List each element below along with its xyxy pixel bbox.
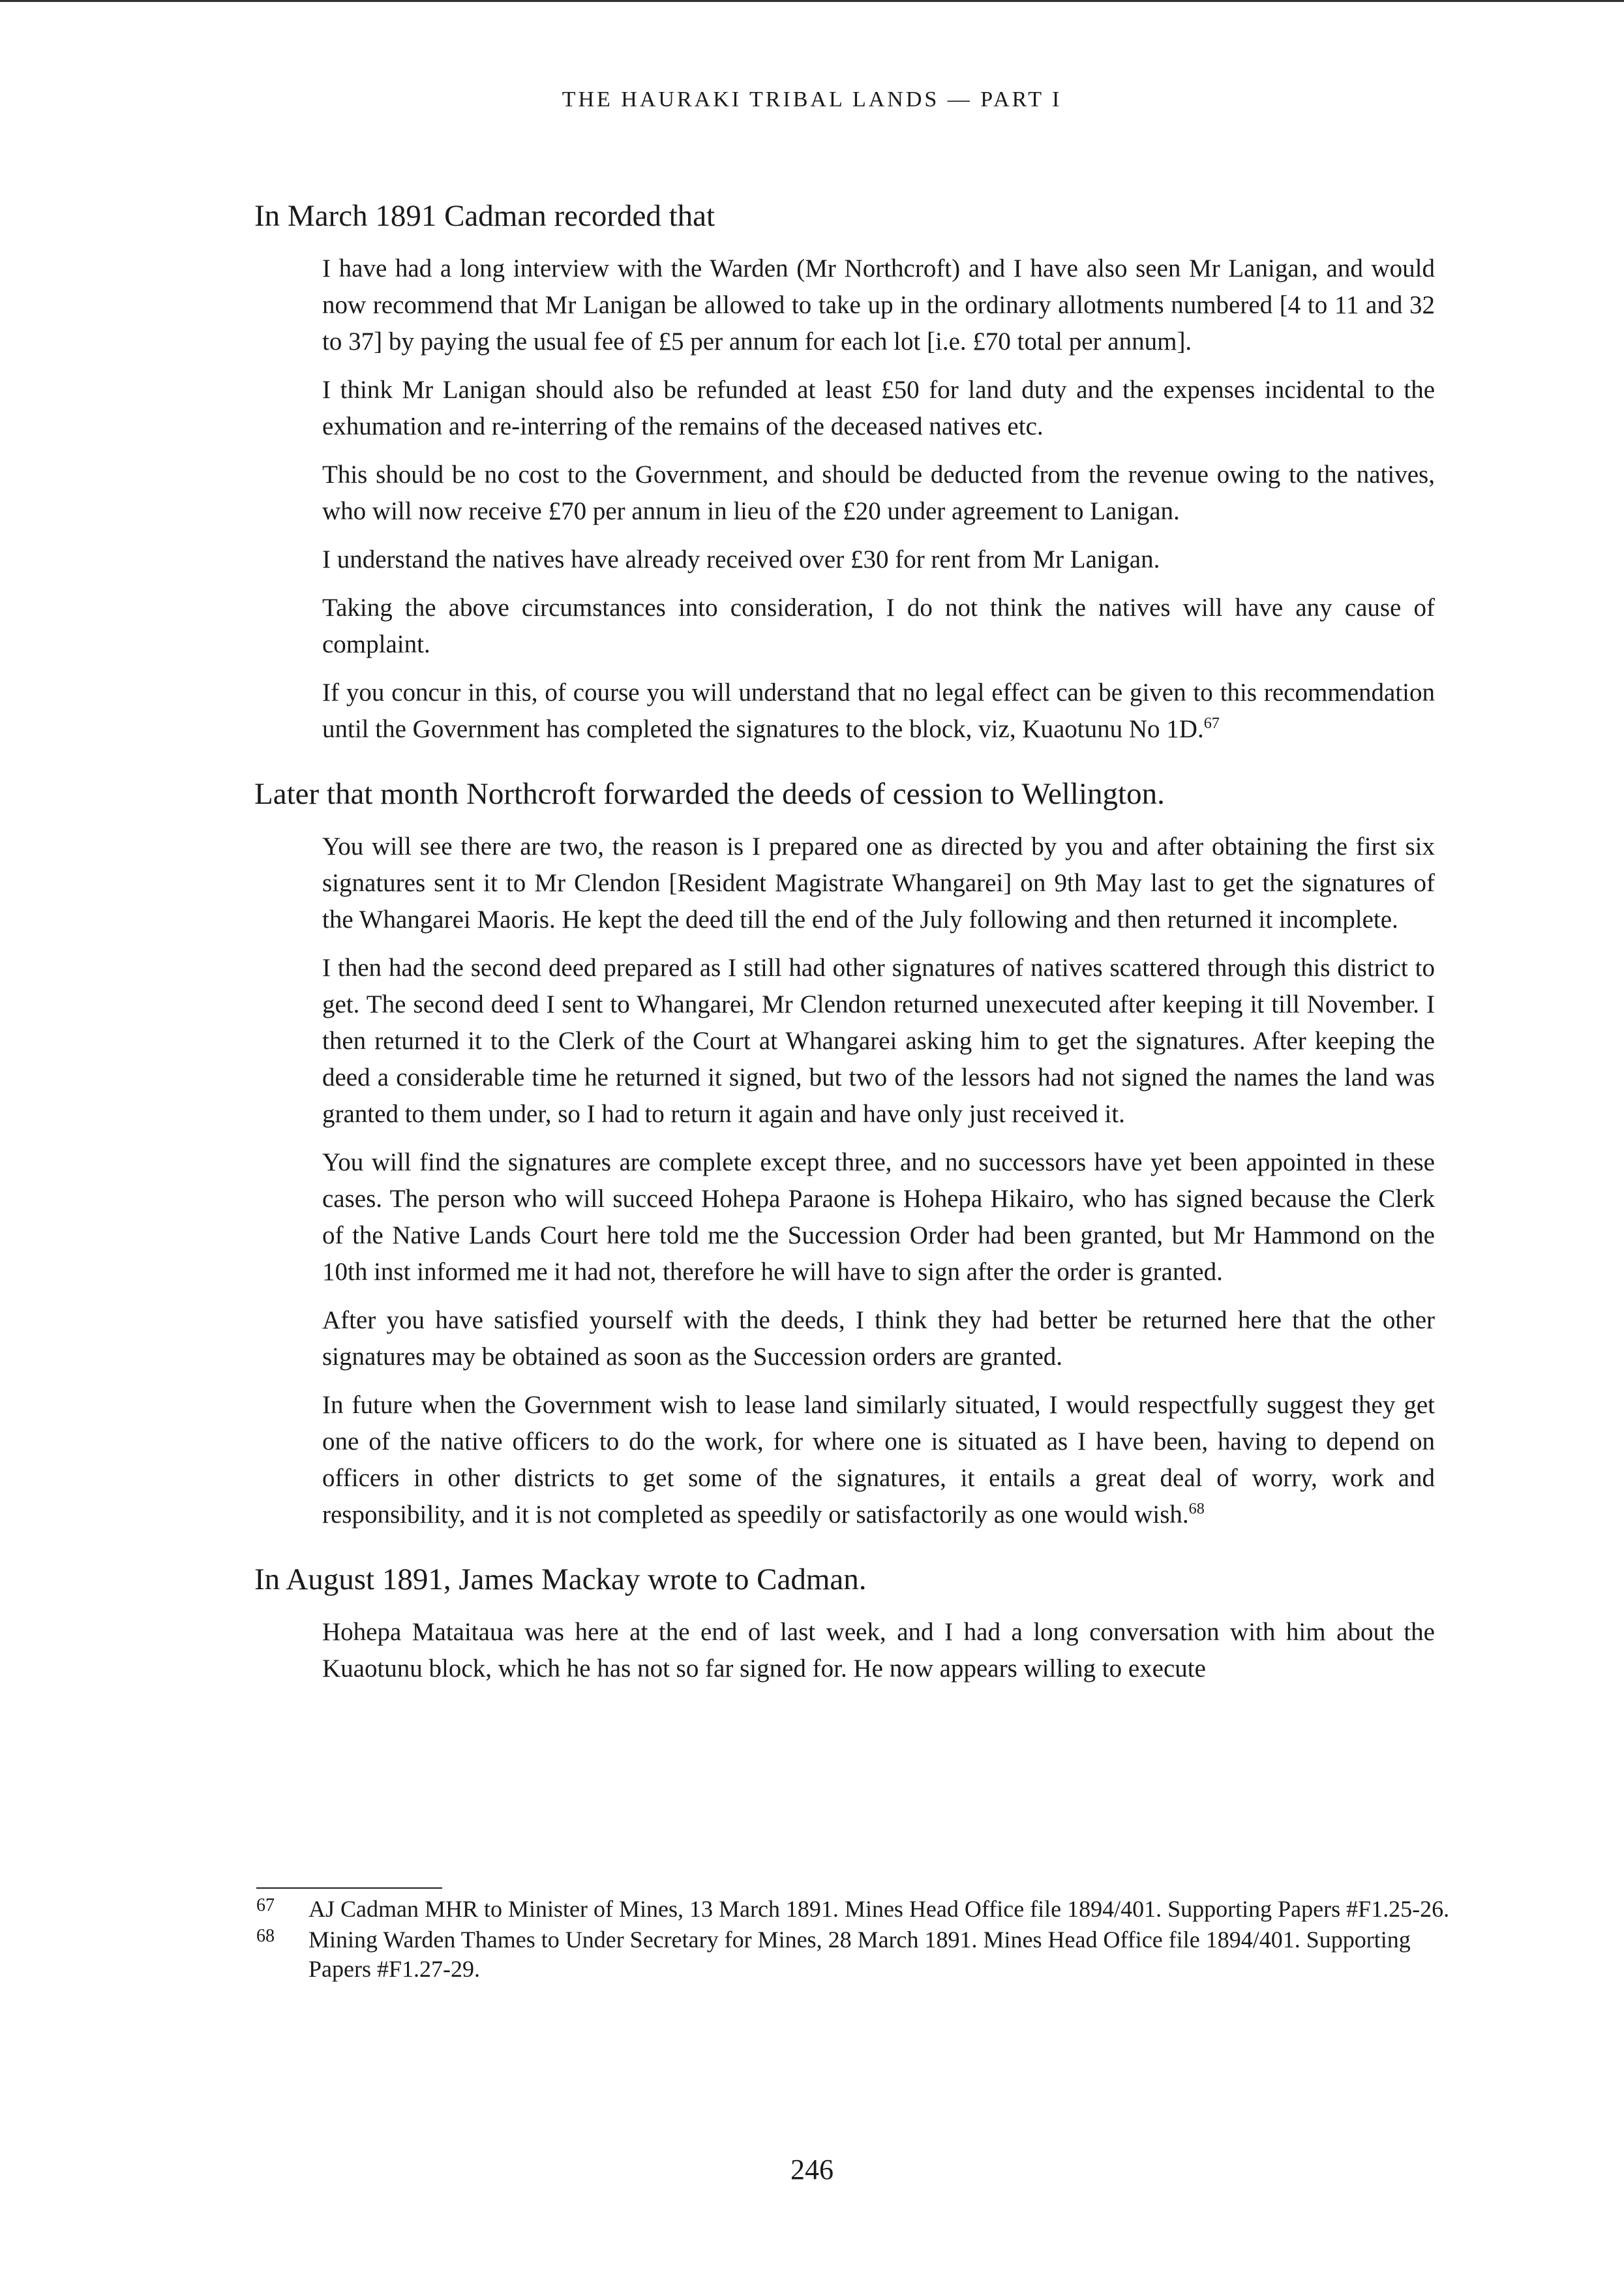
- footnote-reference[interactable]: 68: [1188, 1500, 1205, 1517]
- block-quote: [254, 829, 1435, 1533]
- footnote-item: [256, 1895, 1450, 1924]
- footnote-number: 67: [256, 1895, 275, 1915]
- page-number: 246: [790, 2154, 834, 2186]
- quote-paragraph: You will find the signatures are complete except three, and no successors have yet been appointed in these cases. The person who will succeed Hohepa Paraone is Hohepa Hikairo, who has signed because the Clerk of the Native Lands Court here told me the Succession Order had been granted, but Mr Hammond on the 10th inst informed me it had not, therefore he will have to sign after the order is granted.: [322, 1148, 1435, 1286]
- quote-paragraph: You will see there are two, the reason is I prepared one as directed by you and after obtaining the first six signatures sent it to Mr Clendon [Resident Magistrate Whangarei] on 9th May last to get the signatures of the Whangarei Maoris. He kept the deed till the end of the July following and then returned it incomplete.: [322, 832, 1435, 934]
- quote-paragraph: I have had a long interview with the Warden (Mr Northcroft) and I have also seen Mr Lanigan, and would now recommend that Mr Lanigan be allowed to take up in the ordinary allotments numbered [4 to 11 and 32 to 37] by paying the usual fee of £5 per annum for each lot [i.e. £70 total per annum].: [322, 254, 1435, 356]
- quote-paragraph: Hohepa Mataitaua was here at the end of last week, and I had a long conversation with him about the Kuaotunu block, which he has not so far signed for. He now appears willing to execute: [322, 1618, 1435, 1683]
- footnote-separator: [256, 1887, 442, 1889]
- quote-paragraph: In future when the Government wish to lease land similarly situated, I would respectfully suggest they get one of the native officers to do the work, for where one is situated as I have been, having to depend on officers in other districts to get some of the signatures, it entails a great deal of worry, work and responsibility, and it is not completed as speedily or satisfactorily as one would wish.$^{68}$: [322, 1391, 1435, 1529]
- quote-paragraph: I think Mr Lanigan should also be refunded at least £50 for land duty and the expenses incidental to the exhumation and re-interring of the remains of the deceased natives etc.: [322, 376, 1435, 440]
- footnote-item: [256, 1925, 1450, 1984]
- block-quote: [254, 251, 1435, 748]
- section-lead: Later that month Northcroft forwarded the deeds of cession to Wellington.: [254, 777, 1165, 811]
- section-lead: In August 1891, James Mackay wrote to Cadman.: [254, 1562, 867, 1596]
- quote-paragraph: I then had the second deed prepared as I still had other signatures of natives scattered through this district to get. The second deed I sent to Whangarei, Mr Clendon returned unexecuted after keeping it till November. I then returned it to the Clerk of the Court at Whangarei asking him to get the signatures. After keeping the deed a considerable time he returned it signed, but two of the lessors had not signed the names the land was granted to them under, so I had to return it again and have only just received it.: [322, 954, 1435, 1128]
- block-quote: [254, 1614, 1435, 1687]
- body-text: [254, 196, 1435, 1713]
- quote-paragraph: After you have satisfied yourself with the deeds, I think they had better be returned here that the other signatures may be obtained as soon as the Succession orders are granted.: [322, 1306, 1435, 1371]
- quote-paragraph: I understand the natives have already received over £30 for rent from Mr Lanigan.: [322, 545, 1160, 573]
- footnote-reference[interactable]: 67: [1203, 714, 1220, 732]
- footnote-text: Mining Warden Thames to Under Secretary for Mines, 28 March 1891. Mines Head Office file 1894/401. Supporting Papers #F1.27-29.: [308, 1927, 1411, 1982]
- section-lead: In March 1891 Cadman recorded that: [254, 199, 715, 233]
- quote-paragraph: Taking the above circumstances into consideration, I do not think the natives will have any cause of complaint.: [322, 594, 1435, 658]
- footnote-number: 68: [256, 1926, 275, 1946]
- quote-paragraph: This should be no cost to the Government, and should be deducted from the revenue owing to the natives, who will now receive £70 per annum in lieu of the £20 under agreement to Lanigan.: [322, 461, 1435, 525]
- footnotes: [256, 1895, 1450, 1985]
- footnote-text: AJ Cadman MHR to Minister of Mines, 13 March 1891. Mines Head Office file 1894/401. Supporting Papers #F1.25-26.: [308, 1896, 1450, 1922]
- quote-paragraph: If you concur in this, of course you will understand that no legal effect can be given to this recommendation until the Government has completed the signatures to the block, viz, Kuaotunu No 1D.$^{67}$: [322, 678, 1435, 743]
- top-border-line: [0, 0, 1624, 2]
- running-header: THE HAURAKI TRIBAL LANDS — PART I: [562, 87, 1062, 112]
